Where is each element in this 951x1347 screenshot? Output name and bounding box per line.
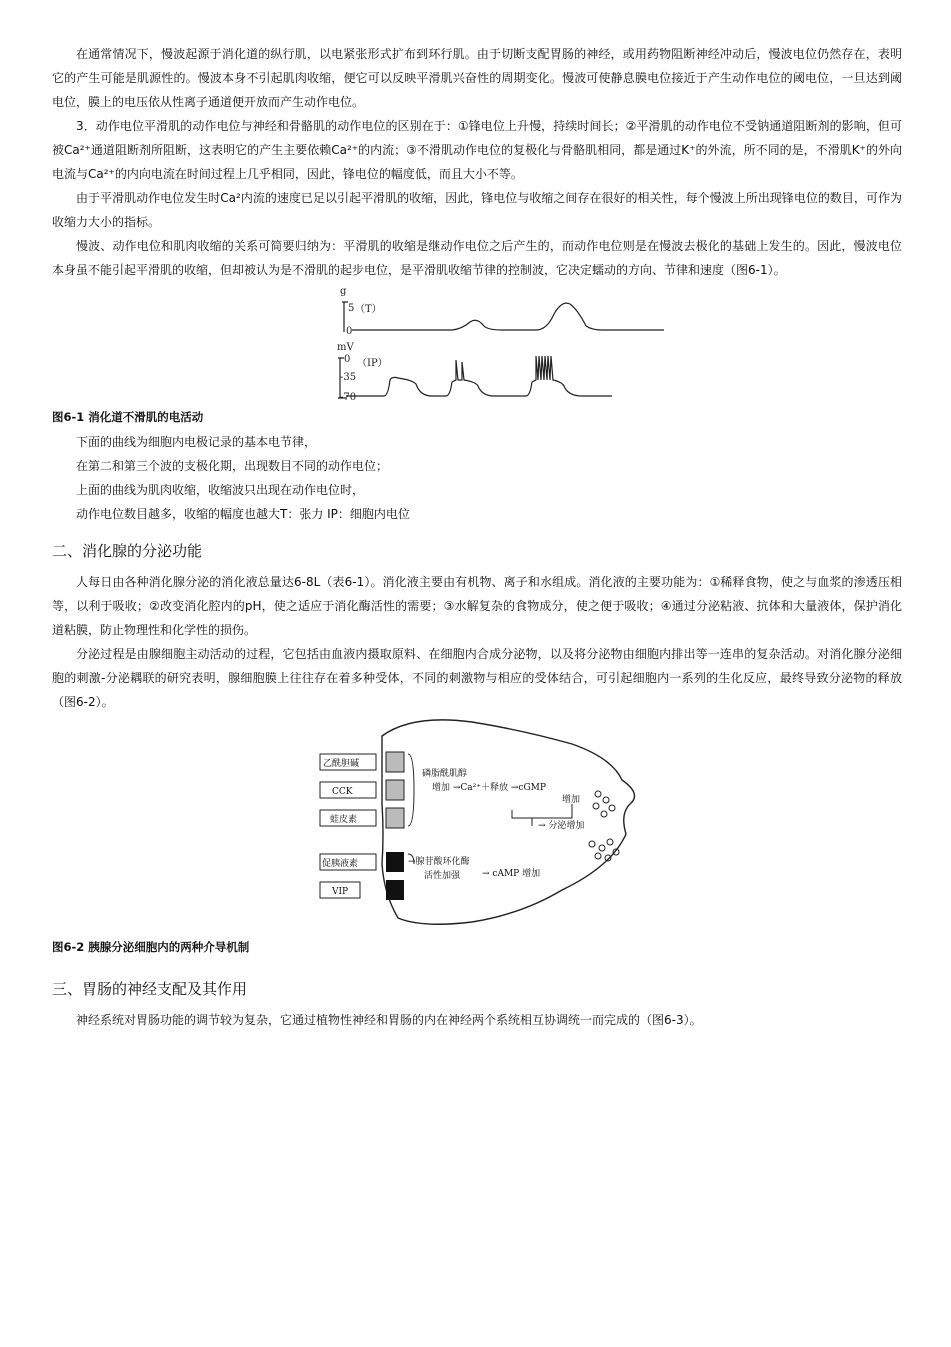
- tick-minus-70: -70: [340, 392, 357, 403]
- label-secretin: 促胰液素: [322, 859, 359, 869]
- paragraph-nervous-regulation: 神经系统对胃肠功能的调节较为复杂，它通过植物性神经和胃肠的内在神经两个系统相互协调统一而完成的（图6-3）。: [76, 1013, 702, 1027]
- figure-6-2-caption: 图6-2 胰腺分泌细胞内的两种介导机制: [52, 940, 250, 954]
- receptor-5: [386, 880, 404, 900]
- paragraph-calcium-influx: 由于平滑肌动作电位发生时Ca²内流的速度已足以引起平滑肌的收缩，因此，锋电位与收缩之间存在很好的相关性，每个慢波上所出现锋电位的数目，可作为收缩力大小的指标。: [52, 191, 902, 229]
- receptor-2: [386, 780, 404, 800]
- paragraph-secretion-process: 分泌过程是由腺细胞主动活动的过程，它包括由血液内摄取原料、在细胞内合成分泌物，以及将分泌物由细胞内排出等一连串的复杂活动。对消化腺分泌细胞的刺激-分泌耦联的研究表明，腺细胞膜上往往存在着多种受体，不同的刺激物与相应的受体结合，可引起细胞内一系列的生化反应，最终导致分泌物的释放（图6-2）。: [52, 647, 902, 709]
- label-bombesin: 蛙皮素: [330, 815, 358, 825]
- figure-6-2: [52, 714, 902, 936]
- note-line-1: 下面的曲线为细胞内电极记录的基本电节律，: [76, 435, 317, 449]
- figure-6-1-notes: [52, 430, 902, 526]
- contraction-trace: [352, 303, 664, 330]
- figure-6-1: [52, 282, 902, 406]
- brace-upper: [408, 754, 414, 826]
- tick-minus-35: -35: [340, 372, 357, 383]
- text-adenylate-cyclase: →腺苷酸环化酶: [408, 857, 470, 867]
- document-page: [52, 42, 902, 1032]
- note-line-3: 上面的曲线为肌肉收缩，收缩波只出现在动作电位时，: [76, 483, 365, 497]
- note-line-4: 动作电位数目越多，收缩的幅度也越大T：张力 IP：细胞内电位: [76, 507, 410, 521]
- label-intracellular: （IP）: [357, 358, 388, 369]
- receptor-4: [386, 852, 404, 872]
- text-cgmp-increase: 增加: [562, 795, 581, 805]
- paragraph-slow-wave-origin: 在通常情况下，慢波起源于消化道的纵行肌，以电紧张形式扩布到环行肌。由于切断支配胃肠的神经，或用药物阻断神经冲动后，慢波电位仍然存在，表明它的产生可能是肌源性的。慢波本身不引起肌肉收缩，便它可以反映平滑肌兴奋性的周期变化。慢波可使静息膜电位接近于产生动作电位的阈电位，一旦达到阈电位，膜上的电压依从性离子通道便开放而产生动作电位。: [52, 47, 902, 109]
- label-vip: VIP: [332, 887, 349, 897]
- text-calcium-release: 增加 →Ca²⁺＋释放 →cGMP: [432, 783, 546, 793]
- figure-6-2-graphic: [52, 714, 902, 936]
- unit-millivolts: mV: [337, 342, 354, 353]
- tick-0-top: 0: [346, 326, 353, 337]
- label-tension: （T）: [355, 304, 382, 315]
- tick-0-bottom: 0: [344, 354, 351, 365]
- unit-grams: g: [340, 286, 347, 297]
- paragraph-summary: 慢波、动作电位和肌肉收缩的关系可简要归纳为：平滑肌的收缩是继动作电位之后产生的，而动作电位则是在慢波去极化的基础上发生的。因此，慢波电位本身虽不能引起平滑肌的收缩，但却被认为是不滑肌的起步电位，是平滑肌收缩节律的控制波，它决定蠕动的方向、节律和速度（图6-1）。: [52, 239, 902, 277]
- tick-5: 5: [348, 303, 355, 314]
- figure-6-1-graphic: [52, 282, 902, 406]
- paragraph-digestive-juice: 人每日由各种消化腺分泌的消化液总量达6-8L（表6-1）。消化液主要由有机物、离子和水组成。消化液的主要功能为：①稀释食物，使之与血浆的渗透压相等，以利于吸收；②改变消化腔内的pH，使之适应于消化酶活性的需要；③水解复杂的食物成分，使之便于吸收；④通过分泌粘液、抗体和大量液体，保护消化道粘膜，防止物理性和化学性的损伤。: [52, 575, 902, 637]
- text-activity-enhanced: 活性加强: [424, 871, 461, 881]
- paragraph-action-potential: 3．动作电位平滑肌的动作电位与神经和骨骼肌的动作电位的区别在于：①锋电位上升慢，持续时间长；②平滑肌的动作电位不受钠通道阻断剂的影响，但可被Ca²⁺通道阻断剂所阻断，这表明它的产生主要依赖Ca²⁺的内流；③不滑肌动作电位的复极化与骨骼肌相同，都是通过K⁺的外流，所不同的是，不滑肌K⁺的外向电流与Ca²⁺的内向电流在时间过程上几乎相同，因此，锋电位的幅度低，而且大小不等。: [52, 119, 902, 181]
- text-secretion-increase: → 分泌增加: [538, 821, 585, 831]
- heading-gi-innervation: 三、胃肠的神经支配及其作用: [52, 980, 248, 998]
- label-cck: CCK: [332, 787, 353, 797]
- text-phosphatidylinositol: 磷脂酰肌醇: [422, 769, 468, 779]
- text-camp-increase: → cAMP 增加: [482, 869, 541, 879]
- receptor-3: [386, 808, 404, 828]
- pancreatic-cell-outline: [382, 720, 635, 924]
- label-acetylcholine: 乙酰胆碱: [323, 759, 360, 769]
- receptor-1: [386, 752, 404, 772]
- heading-digestive-gland-secretion: 二、消化腺的分泌功能: [52, 542, 203, 560]
- note-line-2: 在第二和第三个波的支极化期，出现数目不同的动作电位；: [76, 459, 389, 473]
- pathway-join: [512, 804, 572, 818]
- figure-6-1-caption: 图6-1 消化道不滑肌的电活动: [52, 410, 204, 424]
